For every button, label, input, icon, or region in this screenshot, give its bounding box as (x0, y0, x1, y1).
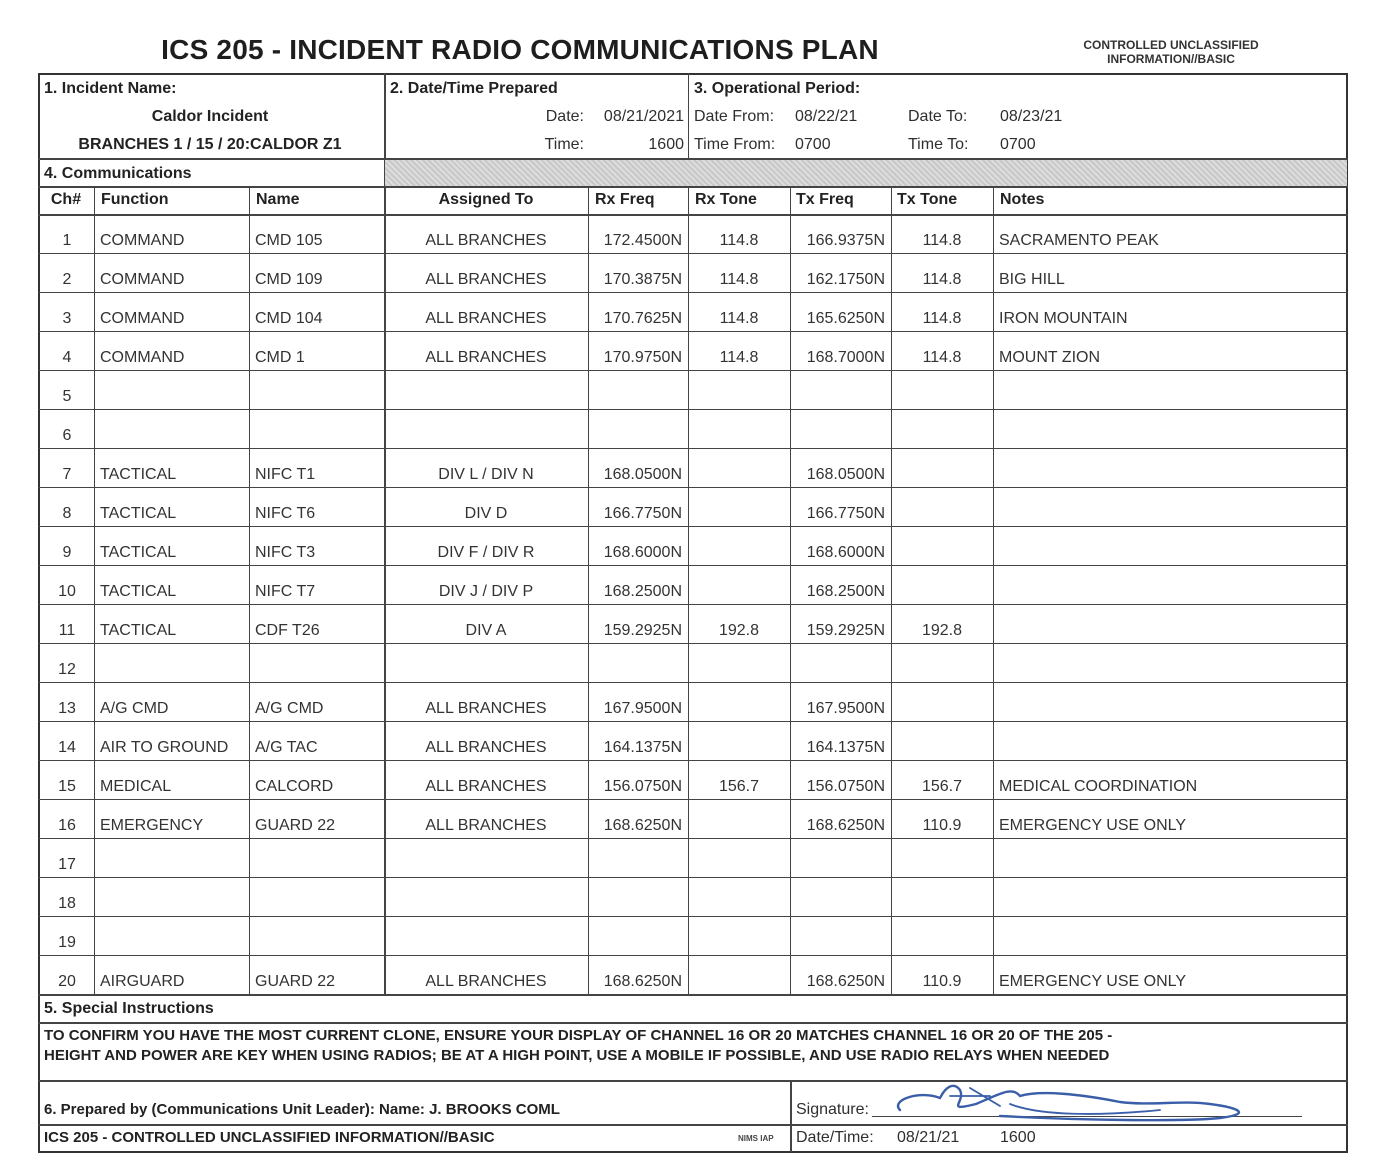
datetime-label: Date/Time: (796, 1129, 874, 1146)
table-cell: 166.7750N (806, 505, 885, 522)
nims-iap: NIMS IAP (738, 1134, 774, 1143)
time-to-value: 0700 (1000, 136, 1036, 153)
divider (38, 186, 1348, 188)
table-cell: EMERGENCY (100, 817, 204, 834)
special-instructions-text (44, 1026, 1344, 1066)
time-to-label: Time To: (908, 136, 969, 153)
table-cell: 168.7000N (806, 349, 885, 366)
table-cell: DIV J / DIV P (438, 583, 534, 600)
table-cell: 19 (58, 934, 76, 951)
date-from-label: Date From: (694, 108, 775, 125)
date-to-value: 08/23/21 (1000, 108, 1063, 125)
table-cell: COMMAND (100, 310, 185, 327)
table-cell: MEDICAL COORDINATION (999, 778, 1198, 795)
table-cell: DIV D (464, 505, 508, 522)
table-cell: IRON MOUNTAIN (999, 310, 1128, 327)
table-cell: 168.6250N (806, 973, 885, 990)
table-cell: 114.8 (719, 310, 759, 327)
table-cell: NIFC T6 (255, 505, 316, 522)
table-cell: EMERGENCY USE ONLY (999, 817, 1187, 834)
grid-line (249, 186, 250, 994)
table-cell: 9 (62, 544, 72, 561)
table-cell: 156.7 (921, 778, 963, 795)
cui-header-line1: CONTROLLED UNCLASSIFIED (1083, 38, 1259, 52)
signature (880, 1076, 1280, 1126)
table-cell: 110.9 (922, 817, 962, 834)
table-cell: TACTICAL (100, 544, 177, 561)
grid-line (38, 370, 1348, 371)
table-cell: 3 (62, 310, 72, 327)
grid-line (38, 214, 1348, 216)
table-cell: 166.9375N (806, 232, 885, 249)
table-cell: NIFC T7 (255, 583, 316, 600)
prepared-time-value: 1600 (648, 136, 684, 153)
table-cell: 4 (62, 349, 72, 366)
table-cell: COMMAND (100, 232, 185, 249)
incident-name-label: 1. Incident Name: (44, 80, 177, 97)
table-cell: TACTICAL (100, 583, 177, 600)
table-cell: 192.8 (921, 622, 963, 639)
shaded-area (385, 160, 1347, 186)
grid-line (38, 916, 1348, 917)
grid-line (38, 409, 1348, 410)
table-cell: 167.9500N (603, 700, 682, 717)
table-cell: CMD 109 (255, 271, 323, 288)
grid-line (38, 994, 1348, 996)
table-cell: 16 (58, 817, 76, 834)
grid-line (38, 487, 1348, 488)
column-header: Ch# (50, 191, 82, 208)
table-cell: A/G CMD (100, 700, 169, 717)
special-instructions-line: TO CONFIRM YOU HAVE THE MOST CURRENT CLONE, ENSURE YOUR DISPLAY OF CHANNEL 16 OR 20 MATCHES CHANNEL 16 OR 20 OF THE 205 - (44, 1027, 1113, 1044)
prepared-by-date: 08/21/21 (897, 1129, 960, 1146)
table-cell: TACTICAL (100, 505, 177, 522)
grid-line (38, 565, 1348, 566)
table-cell: ALL BRANCHES (425, 778, 547, 795)
grid-line (38, 955, 1348, 956)
grid-line (38, 331, 1348, 332)
table-cell: 168.6250N (603, 817, 682, 834)
table-cell: 159.2925N (603, 622, 682, 639)
table-cell: 114.8 (719, 349, 759, 366)
table-cell: MEDICAL (100, 778, 172, 795)
prepared-by-time: 1600 (1000, 1129, 1036, 1146)
table-cell: 114.8 (922, 349, 962, 366)
table-cell: 114.8 (719, 271, 759, 288)
table-cell: NIFC T1 (255, 466, 316, 483)
table-cell: 168.2500N (806, 583, 885, 600)
table-cell: 2 (62, 271, 72, 288)
table-cell: 14 (58, 739, 76, 756)
table-cell: 156.0750N (603, 778, 682, 795)
grid-line (38, 760, 1348, 761)
table-cell: SACRAMENTO PEAK (999, 232, 1159, 249)
table-cell: 168.6250N (806, 817, 885, 834)
table-cell: TACTICAL (100, 466, 177, 483)
table-cell: 12 (58, 661, 76, 678)
column-header: Function (101, 191, 169, 208)
table-cell: AIR TO GROUND (100, 739, 229, 756)
table-cell: ALL BRANCHES (425, 349, 547, 366)
grid-line (94, 186, 95, 994)
grid-line (384, 186, 386, 994)
grid-line (38, 604, 1348, 605)
incident-branches-value: BRANCHES 1 / 15 / 20:CALDOR Z1 (78, 136, 342, 153)
table-cell: CDF T26 (255, 622, 320, 639)
grid-line (891, 186, 892, 994)
table-cell: COMMAND (100, 271, 185, 288)
time-from-label: Time From: (694, 136, 776, 153)
table-cell: BIG HILL (999, 271, 1065, 288)
table-cell: GUARD 22 (255, 817, 336, 834)
table-cell: 114.8 (719, 232, 759, 249)
table-cell: MOUNT ZION (999, 349, 1101, 366)
operational-period-label: 3. Operational Period: (694, 80, 861, 97)
table-cell: ALL BRANCHES (425, 232, 547, 249)
table-cell: GUARD 22 (255, 973, 336, 990)
signature-label: Signature: (796, 1101, 869, 1118)
table-cell: CALCORD (255, 778, 334, 795)
prepared-date-value: 08/21/2021 (603, 108, 684, 125)
communications-label: 4. Communications (44, 165, 192, 182)
special-instructions-line: HEIGHT AND POWER ARE KEY WHEN USING RADIOS; BE AT A HIGH POINT, USE A MOBILE IF POSSIBLE, AND USE RADIO RELAYS WHEN NEEDED (44, 1047, 1110, 1064)
table-cell: CMD 105 (255, 232, 323, 249)
grid-line (38, 448, 1348, 449)
table-cell: 10 (58, 583, 76, 600)
table-cell: 20 (58, 973, 76, 990)
grid-line (38, 292, 1348, 293)
incident-name-value: Caldor Incident (151, 108, 269, 125)
table-cell: DIV L / DIV N (438, 466, 534, 483)
table-cell: ALL BRANCHES (425, 310, 547, 327)
table-cell: ALL BRANCHES (425, 700, 547, 717)
table-cell: 159.2925N (806, 622, 885, 639)
table-cell: TACTICAL (100, 622, 177, 639)
table-cell: 168.0500N (603, 466, 682, 483)
table-cell: 156.7 (718, 778, 760, 795)
cui-header (1040, 38, 1302, 66)
column-header: Notes (1000, 191, 1045, 208)
prepared-by: 6. Prepared by (Communications Unit Leader): Name: J. BROOKS COML (44, 1101, 560, 1118)
table-cell: 6 (62, 427, 72, 444)
time-from-value: 0700 (795, 136, 831, 153)
table-cell: 114.8 (922, 310, 962, 327)
column-header: Name (256, 191, 300, 208)
table-cell: 156.0750N (806, 778, 885, 795)
grid-line (38, 838, 1348, 839)
table-cell: 165.6250N (806, 310, 885, 327)
table-cell: 164.1375N (603, 739, 682, 756)
form-footer-id: ICS 205 - CONTROLLED UNCLASSIFIED INFORMATION//BASIC (44, 1129, 495, 1146)
table-cell: CMD 104 (255, 310, 323, 327)
table-cell: 172.4500N (603, 232, 682, 249)
table-cell: 162.1750N (806, 271, 885, 288)
date-to-label: Date To: (908, 108, 968, 125)
table-cell: NIFC T3 (255, 544, 316, 561)
table-cell: 168.0500N (806, 466, 885, 483)
grid-line (38, 721, 1348, 722)
table-cell: 168.6000N (603, 544, 682, 561)
table-cell: ALL BRANCHES (425, 271, 547, 288)
table-cell: 168.2500N (603, 583, 682, 600)
table-cell: 167.9500N (806, 700, 885, 717)
grid-line (38, 682, 1348, 683)
divider (688, 73, 689, 158)
cui-header-line2: INFORMATION//BASIC (1107, 52, 1235, 66)
grid-line (38, 643, 1348, 644)
table-cell: 17 (58, 856, 76, 873)
table-cell: DIV F / DIV R (437, 544, 535, 561)
table-cell: 170.9750N (603, 349, 682, 366)
table-cell: 13 (58, 700, 76, 717)
table-cell: 7 (62, 466, 72, 483)
divider (38, 1022, 1348, 1024)
column-header: Assigned To (438, 191, 534, 208)
page-title: ICS 205 - INCIDENT RADIO COMMUNICATIONS PLAN (161, 34, 879, 65)
table-cell: 192.8 (718, 622, 760, 639)
prepared-date-label: Date: (545, 108, 584, 125)
table-cell: 114.8 (922, 271, 962, 288)
table-cell: DIV A (465, 622, 507, 639)
table-cell: ALL BRANCHES (425, 739, 547, 756)
date-time-prepared-label: 2. Date/Time Prepared (390, 80, 558, 97)
table-cell: 170.3875N (603, 271, 682, 288)
table-cell: COMMAND (100, 349, 185, 366)
table-cell: 11 (58, 622, 76, 639)
table-cell: 5 (62, 388, 72, 405)
table-cell: 8 (62, 505, 72, 522)
grid-line (993, 186, 994, 994)
grid-line (38, 253, 1348, 254)
table-cell: 15 (58, 778, 76, 795)
table-cell: 114.8 (922, 232, 962, 249)
table-cell: 1 (62, 232, 72, 249)
prepared-time-label: Time: (544, 136, 584, 153)
table-cell: CMD 1 (255, 349, 305, 366)
grid-line (588, 186, 589, 994)
divider (790, 1080, 792, 1152)
column-header: Rx Tone (695, 191, 757, 208)
table-cell: 164.1375N (806, 739, 885, 756)
table-cell: AIRGUARD (100, 973, 185, 990)
date-from-value: 08/22/21 (795, 108, 858, 125)
table-cell: 18 (58, 895, 76, 912)
grid-line (790, 186, 791, 994)
special-instructions-label: 5. Special Instructions (44, 1000, 214, 1017)
table-cell: ALL BRANCHES (425, 973, 547, 990)
table-cell: 168.6000N (806, 544, 885, 561)
table-cell: 170.7625N (603, 310, 682, 327)
grid-line (688, 186, 689, 994)
table-cell: 110.9 (922, 973, 962, 990)
column-header: Tx Tone (897, 191, 958, 208)
table-cell: A/G TAC (255, 739, 318, 756)
table-cell: ALL BRANCHES (425, 817, 547, 834)
table-cell: A/G CMD (255, 700, 324, 717)
grid-line (38, 799, 1348, 800)
column-header: Tx Freq (796, 191, 854, 208)
grid-line (38, 526, 1348, 527)
table-cell: EMERGENCY USE ONLY (999, 973, 1187, 990)
table-cell: 166.7750N (603, 505, 682, 522)
grid-line (38, 877, 1348, 878)
table-cell: 168.6250N (603, 973, 682, 990)
column-header: Rx Freq (595, 191, 655, 208)
